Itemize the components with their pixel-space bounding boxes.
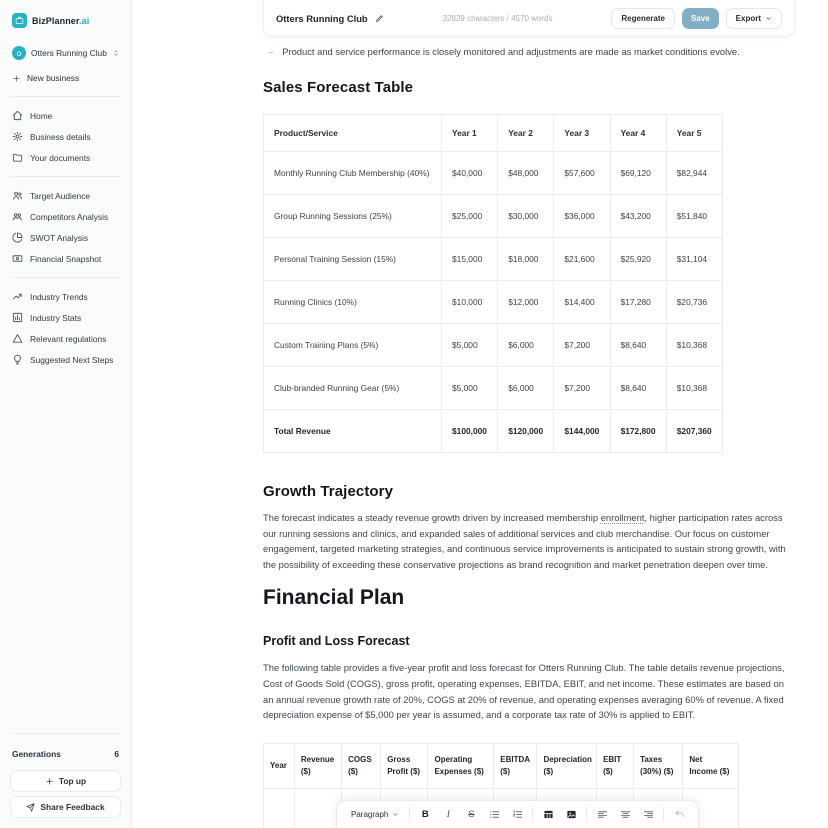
sales-cell: $12,000 xyxy=(498,281,554,324)
sales-column-header: Year 3 xyxy=(554,115,610,152)
nav-group-industry xyxy=(8,284,123,372)
sales-cell: $43,200 xyxy=(610,195,666,238)
sales-cell: Running Clinics (10%) xyxy=(264,281,442,324)
sidebar xyxy=(0,0,132,828)
sales-cell: $51,840 xyxy=(666,195,722,238)
pie-chart-icon xyxy=(12,232,23,243)
sidebar-divider xyxy=(10,96,121,97)
document-header xyxy=(263,0,795,37)
sidebar-item-home[interactable] xyxy=(8,105,123,126)
sales-cell: $10,368 xyxy=(666,324,722,367)
stats-box-icon xyxy=(12,312,23,323)
sidebar-item-label: Target Audience xyxy=(30,190,91,201)
sales-cell: $25,000 xyxy=(442,195,498,238)
table-row xyxy=(264,324,723,367)
sales-cell: $82,944 xyxy=(666,152,722,195)
share-feedback-label: Share Feedback xyxy=(40,802,105,812)
sales-column-header: Year 1 xyxy=(442,115,498,152)
sidebar-item-label: Competitors Analysis xyxy=(30,211,109,222)
insert-table-button[interactable] xyxy=(540,807,556,823)
sales-cell: $57,600 xyxy=(554,152,610,195)
gear-icon xyxy=(12,131,23,142)
sidebar-item-label: Home xyxy=(30,110,53,121)
new-business-label: New business xyxy=(27,73,80,83)
table-row xyxy=(264,238,723,281)
brand-name: BizPlanner.ai xyxy=(32,15,90,26)
align-center-button[interactable] xyxy=(617,807,633,823)
sidebar-footer xyxy=(8,727,123,818)
list-item xyxy=(263,37,823,57)
sidebar-item-label: Relevant regulations xyxy=(30,333,107,344)
sales-cell: $120,000 xyxy=(498,410,554,453)
formatting-toolbar xyxy=(336,800,699,828)
workspace-name: Otters Running Club xyxy=(31,48,107,58)
insert-image-icon xyxy=(566,809,577,820)
sidebar-item-competitors-analysis[interactable] xyxy=(8,206,123,227)
paragraph-text: The forecast indicates a steady revenue growth driven by increased membership xyxy=(263,512,601,523)
sidebar-item-target-audience[interactable] xyxy=(8,185,123,206)
pnl-column-header: Taxes (30%) ($) xyxy=(634,743,683,788)
sidebar-item-swot-analysis[interactable] xyxy=(8,227,123,248)
top-up-label: Top up xyxy=(58,776,87,786)
table-row xyxy=(264,195,723,238)
pencil-icon[interactable] xyxy=(375,14,384,23)
sidebar-item-label: Industry Stats xyxy=(30,312,82,323)
pnl-column-header: EBITDA ($) xyxy=(494,743,537,788)
bold-button[interactable]: B xyxy=(421,809,429,820)
brand-logo xyxy=(8,10,123,40)
chevron-down-icon xyxy=(765,15,772,22)
insert-image-button[interactable] xyxy=(563,807,579,823)
align-center-icon xyxy=(620,809,631,820)
briefcase-icon xyxy=(12,13,27,28)
ordered-list-icon xyxy=(512,809,523,820)
bullet-list-icon xyxy=(489,809,500,820)
users-group-icon xyxy=(12,211,23,222)
nav-group-analysis xyxy=(8,183,123,271)
regenerate-button[interactable]: Regenerate xyxy=(611,8,675,29)
document-title: Otters Running Club xyxy=(276,12,368,24)
sidebar-item-relevant-regulations[interactable] xyxy=(8,328,123,349)
chevrons-up-down-icon xyxy=(112,49,120,57)
pnl-column-header: Year xyxy=(264,743,295,788)
insert-table-icon xyxy=(543,809,554,820)
sales-column-header: Year 2 xyxy=(498,115,554,152)
bullet-list-button[interactable] xyxy=(486,807,502,823)
sales-cell: Monthly Running Club Membership (40%) xyxy=(264,152,442,195)
sales-cell: $15,000 xyxy=(442,238,498,281)
paragraph-text: , higher participation rates across our running sessions and clinics, and expanded sales of additional services and club merchandise. Our focus on customer engagement, targeted marketing strategies, and continuous service improvements is anticipated to sustain strong growth, with the possibility of exceeding these conservative projections as brand recognition and market penetration deepen over time. xyxy=(263,512,786,570)
plus-icon xyxy=(12,74,21,83)
pnl-cell xyxy=(264,788,295,828)
paragraph-format-dropdown[interactable] xyxy=(348,810,402,819)
sidebar-item-label: Business details xyxy=(30,131,91,142)
undo-button[interactable] xyxy=(671,807,687,823)
sales-cell: Club-branded Running Gear (5%) xyxy=(264,367,442,410)
nav-group-main xyxy=(8,103,123,170)
sales-cell: $8,640 xyxy=(610,367,666,410)
banknote-icon xyxy=(12,253,23,264)
sales-cell: $5,000 xyxy=(442,367,498,410)
sidebar-item-suggested-next-steps[interactable] xyxy=(8,349,123,370)
sales-cell: $10,368 xyxy=(666,367,722,410)
growth-paragraph xyxy=(263,510,787,572)
sales-cell: $8,640 xyxy=(610,324,666,367)
paper-plane-icon xyxy=(26,803,35,812)
align-left-button[interactable] xyxy=(594,807,610,823)
sidebar-divider xyxy=(10,733,121,734)
document-editor[interactable] xyxy=(263,37,823,828)
paragraph-format-label: Paragraph xyxy=(351,810,389,819)
sidebar-item-label: Industry Trends xyxy=(30,291,88,302)
top-up-button[interactable] xyxy=(10,770,121,792)
generations-row xyxy=(8,740,123,766)
align-left-icon xyxy=(597,809,608,820)
sales-column-header: Year 5 xyxy=(666,115,722,152)
folder-icon xyxy=(12,152,23,163)
sidebar-item-label: SWOT Analysis xyxy=(30,232,89,243)
sidebar-item-label: Your documents xyxy=(30,152,91,163)
sales-cell: $172,800 xyxy=(610,410,666,453)
sales-cell: $7,200 xyxy=(554,367,610,410)
users-icon xyxy=(12,190,23,201)
sales-cell: $7,200 xyxy=(554,324,610,367)
sidebar-item-label: Suggested Next Steps xyxy=(30,354,114,365)
align-right-icon xyxy=(643,809,654,820)
profit-loss-paragraph: The following table provides a five-year profit and loss forecast for Otters Running Club. The table details revenue projections, Cost of Goods Sold (COGS), gross profit, operating expenses, EBITDA, EBIT, and net income. These estimates are based on an annual revenue growth rate of 20%, COGS at 20% of revenue, and operating expenses averaging 60% of revenue. A fixed depreciation expense of $5,000 per year is assumed, and a corporate tax rate of 30% is applied to EBIT. xyxy=(263,662,785,721)
sales-cell: $18,000 xyxy=(498,238,554,281)
pnl-column-header: Net Income ($) xyxy=(683,743,739,788)
pnl-column-header: Gross Profit ($) xyxy=(381,743,428,788)
sales-cell: $21,600 xyxy=(554,238,610,281)
table-row xyxy=(264,367,723,410)
workspace-switcher[interactable] xyxy=(8,40,123,66)
pnl-column-header: COGS ($) xyxy=(342,743,381,788)
chevron-down-icon xyxy=(392,811,399,818)
document-stats: 32839 characters / 4570 words xyxy=(442,13,553,23)
pnl-column-header: Operating Expenses ($) xyxy=(428,743,494,788)
triangle-icon xyxy=(12,333,23,344)
home-icon xyxy=(12,110,23,121)
table-row xyxy=(264,281,723,324)
align-right-button[interactable] xyxy=(640,807,656,823)
sidebar-item-label: Financial Snapshot xyxy=(30,253,102,264)
save-button[interactable]: Save xyxy=(682,8,719,29)
sales-cell: $36,000 xyxy=(554,195,610,238)
strikethrough-button[interactable]: S xyxy=(468,809,475,820)
trend-line-icon xyxy=(12,291,23,302)
sales-cell: $31,104 xyxy=(666,238,722,281)
generations-count: 6 xyxy=(114,749,119,759)
sidebar-item-industry-stats[interactable] xyxy=(8,307,123,328)
sales-cell: $144,000 xyxy=(554,410,610,453)
sidebar-item-business-details[interactable] xyxy=(8,126,123,147)
sales-cell: Group Running Sessions (25%) xyxy=(264,195,442,238)
sales-cell: $30,000 xyxy=(498,195,554,238)
sales-cell: $48,000 xyxy=(498,152,554,195)
sales-cell: $17,280 xyxy=(610,281,666,324)
sales-cell: $6,000 xyxy=(498,324,554,367)
table-row xyxy=(264,152,723,195)
bullet-marker: – xyxy=(268,46,274,57)
share-feedback-button[interactable] xyxy=(10,796,121,818)
plus-icon xyxy=(45,777,54,786)
sidebar-item-financial-snapshot[interactable] xyxy=(8,248,123,269)
lightbulb-icon xyxy=(12,354,23,365)
sales-cell: $100,000 xyxy=(442,410,498,453)
financial-plan-heading: Financial Plan xyxy=(263,586,405,610)
sales-cell: $40,000 xyxy=(442,152,498,195)
bullet-text: Product and service performance is closely monitored and adjustments are made as market conditions evolve. xyxy=(282,46,740,57)
profit-loss-heading: Profit and Loss Forecast xyxy=(263,634,410,649)
sidebar-item-industry-trends[interactable] xyxy=(8,286,123,307)
growth-trajectory-heading: Growth Trajectory xyxy=(263,483,394,500)
pnl-column-header: Revenue ($) xyxy=(294,743,341,788)
sales-cell: Personal Training Session (15%) xyxy=(264,238,442,281)
sales-cell: $14,400 xyxy=(554,281,610,324)
toolbar-separator xyxy=(409,807,410,822)
sales-cell: $10,000 xyxy=(442,281,498,324)
sales-cell: $207,360 xyxy=(666,410,722,453)
pnl-cell xyxy=(294,788,341,828)
sidebar-divider xyxy=(10,277,121,278)
new-business-button[interactable] xyxy=(8,66,123,90)
sidebar-divider xyxy=(10,176,121,177)
sales-cell: Custom Training Plans (5%) xyxy=(264,324,442,367)
ordered-list-button[interactable] xyxy=(509,807,525,823)
sales-forecast-table xyxy=(263,114,723,453)
export-label: Export xyxy=(735,13,761,23)
italic-button[interactable]: I xyxy=(446,809,450,820)
toolbar-separator xyxy=(532,807,533,822)
spellcheck-word: enrollment xyxy=(600,512,645,523)
sales-cell: $20,736 xyxy=(666,281,722,324)
workspace-avatar: o xyxy=(12,46,26,60)
sales-cell: $5,000 xyxy=(442,324,498,367)
undo-icon xyxy=(674,809,685,820)
sales-cell: $6,000 xyxy=(498,367,554,410)
toolbar-separator xyxy=(663,807,664,822)
toolbar-separator xyxy=(586,807,587,822)
sales-cell: $25,920 xyxy=(610,238,666,281)
pnl-column-header: EBIT ($) xyxy=(597,743,634,788)
sales-total-row xyxy=(264,410,723,453)
sales-cell: $69,120 xyxy=(610,152,666,195)
sidebar-item-your-documents[interactable] xyxy=(8,147,123,168)
sales-forecast-heading: Sales Forecast Table xyxy=(263,79,414,96)
sales-cell: Total Revenue xyxy=(264,410,442,453)
sales-column-header: Product/Service xyxy=(264,115,442,152)
export-button[interactable] xyxy=(726,8,782,29)
editor-main xyxy=(132,0,828,828)
pnl-column-header: Depreciation ($) xyxy=(537,743,597,788)
sales-column-header: Year 4 xyxy=(610,115,666,152)
generations-label: Generations xyxy=(12,749,61,759)
